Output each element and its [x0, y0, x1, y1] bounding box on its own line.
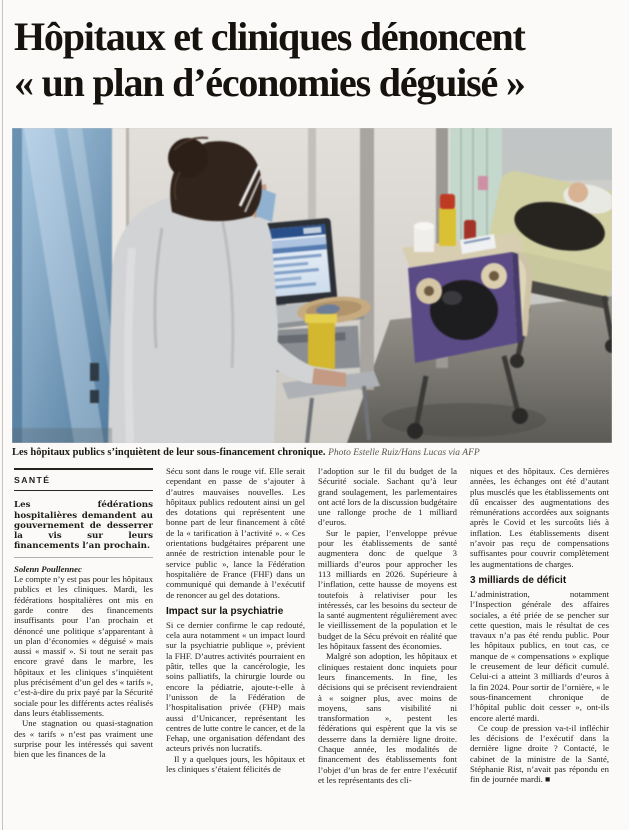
paragraph: Le compte n’y est pas pour les hôpitaux publics et les cliniques. Mardi, les fédérations hospitalières ont mis en garde contre des financements insuffisants pour l’an prochain et dénoncé une politique s’apparentant à un plan d’économies « déguisé » mais aussi « massif ». Si tout ne serait pas encore gravé dans le marbre, les hôpitaux et les cliniques s’inquiètent plus précisément d’un gel des « tarifs », c’est-à-dire du prix payé par la Sécurité sociale pour les différents actes réalisés dans leurs établissements. — [14, 574, 153, 718]
photo-caption-text: Les hôpitaux publics s’inquiètent de leur sous-financement chronique. — [12, 447, 326, 458]
subhead-psychiatrie: Impact sur la psychiatrie — [166, 605, 284, 617]
paragraph: Sécu sont dans le rouge vif. Elle serait cependant en passe de s’ajouter à d’autres mauvaises nouvelles. Les hôpitaux publics redoutent ainsi un gel des dotations qui représentent une bonne part de leur financement à côté de la « tarification à l’activité ». « Ces orientations budgétaires préparent une année de restriction intenable pour le service public », lance la Fédération hospitalière de France (FHF) dans un communiqué qui demande à l’exécutif de renoncer au gel des dotations. — [166, 466, 305, 600]
headline-line-1: Hôpitaux et cliniques dénoncent — [14, 14, 525, 59]
paragraph: Sur le papier, l’enveloppe prévue pour les établissements de santé augmentera donc de quelque 3 milliards d’euros pour approcher les 113 milliards en 2026. Supérieure à l’inflation, cette hausse de moyens est toutefois à relativiser pour les intéressés, car les besoins du secteur de la santé augmentent régulièrement avec le vieillissement de la population et le budget de la Sécu prévoit en réalité que les hôpitaux fassent des économies. — [318, 527, 457, 652]
paragraph: Si ce dernier confirme le cap redouté, cela aura notamment « un impact lourd sur la psychiatrie publique », prévient la FHF. D’autres activités pourraient en pâtir, telles que la cancérologie, les soins palliatifs, la chirurgie lourde ou encore la pédiatrie, ajoute-t-elle à l’unisson de la Fédération de l’hospitalisation privée (FHP) mais aussi d’Unicancer, représentant les centres de lutte contre le cancer, et de la Fehap, une organisation défendant des acteurs privés non lucratifs. — [166, 619, 305, 754]
hospital-corridor-photo — [12, 128, 612, 443]
paragraph-with-endmark: Ce coup de pression va-t-il infléchir les décisions de l’exécutif dans la dernière ligne droite ? Contacté, le cabinet de la ministre de la Santé, Stéphanie Rist, n’avait pas répondu en fin de journée mardi. ■ — [470, 722, 609, 785]
headline-line-2: « un plan d’économies déguisé » — [14, 60, 525, 105]
subhead-deficit: 3 milliards de déficit — [470, 574, 567, 586]
kicker-rule-top — [14, 468, 153, 470]
kicker-rule-bottom — [14, 490, 153, 491]
article-headline — [14, 14, 618, 106]
article-column-4 — [470, 466, 609, 828]
paragraph: niques et des hôpitaux. Ces dernières années, les échanges ont été d’autant plus musclés que les établissements ont dû encaisser des augmentations des rémunérations accordées aux soignants après le Covid et les surcoûts liés à inflation. Les établissements disent n’avoir pas reçu de compensations suffisantes pour couvrir complètement les augmentations de charges. — [470, 466, 609, 569]
article-column-2 — [166, 466, 305, 828]
article-column-1 — [14, 466, 153, 828]
paragraph: Une stagnation ou quasi-stagnation des « tarifs » n’est pas vraiment une surprise pour les intéressés qui savent bien que les finances de la — [14, 718, 153, 760]
paragraph: Malgré son adoption, les hôpitaux et cliniques restaient donc inquiets pour leurs financements. In fine, les décisions qui se précisent reviendraient à « soigner plus, avec moins de moyens, sans visibilité ni transformation », pestent les fédérations qui espèrent que la vis se desserre dans la dernière ligne droite. Chaque année, les modalités de financement des établissements font l’objet d’un bras de fer entre l’exécutif et les représentants des cli- — [318, 651, 457, 785]
photo-credit: Photo Estelle Ruiz/Hans Lucas via AFP — [328, 448, 480, 458]
section-kicker: SANTÉ — [14, 475, 51, 485]
paragraph: L’administration, notamment l’Inspection générale des affaires sociales, a été priée de se pencher sur cette question, mais le résultat de ces travaux n’a pas été rendu public. Pour les hôpitaux publics, en tout cas, ce manque de « compensations » explique le creusement de leur déficit cumulé. Celui-ci a atteint 3 milliards d’euros à la fin 2024. Pour sortir de l’ornière, « le sous-financement chronique de l’hôpital public doit cesser », ont-ils encore alerté mardi. — [470, 588, 609, 723]
article-column-3 — [318, 466, 457, 828]
photo-caption — [12, 446, 612, 460]
paragraph: l’adoption sur le fil du budget de la Sécurité sociale. Sachant qu’à leur grand soulagement, les parlementaires ont acté lors de la discussion budgétaire une rallonge proche de 1 milliard d’euros. — [318, 466, 457, 528]
article-byline: Solenn Poullennec — [14, 563, 82, 574]
article-body — [14, 466, 612, 828]
page-edge-rule — [2, 0, 3, 830]
article-photo — [12, 128, 612, 443]
article-lede: Les fédérations hospitalières demandent au gouvernement de desserrer la vis sur leurs financements l’an prochain. — [14, 500, 153, 552]
byline-rule — [14, 557, 153, 558]
paragraph: Il y a quelques jours, les hôpitaux et les cliniques s’étaient félicités de — [166, 753, 305, 775]
